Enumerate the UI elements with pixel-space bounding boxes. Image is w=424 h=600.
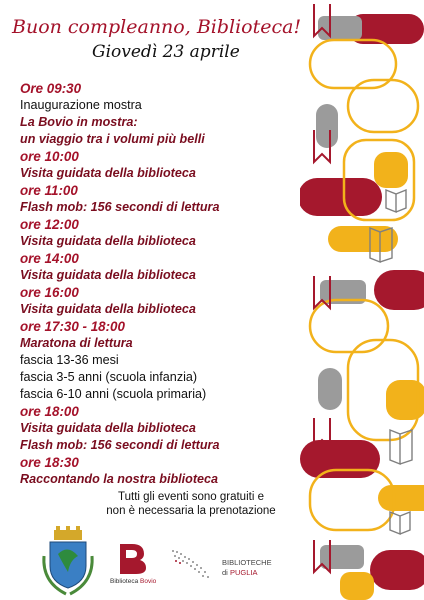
schedule-event-line: Visita guidata della biblioteca	[20, 421, 196, 435]
schedule-time-line: ore 10:00	[20, 149, 79, 164]
schedule-event-line: Raccontando la nostra biblioteca	[20, 472, 219, 486]
schedule-time-line: ore 14:00	[20, 251, 79, 266]
schedule-time-line: ore 16:00	[20, 285, 79, 300]
schedule-time-line: ore 17:30 - 18:00	[20, 319, 125, 334]
schedule-plain-line: fascia 3-5 anni (scuola infanzia)	[20, 370, 198, 384]
note-line-1: Tutti gli eventi sono gratuiti e	[118, 491, 264, 503]
biblioteca-bovio-label: Biblioteca Bovio	[110, 578, 157, 585]
schedule-time-line: ore 18:30	[20, 455, 79, 470]
schedule-event-line: Maratona di lettura	[20, 336, 133, 350]
logos-row	[0, 520, 300, 600]
biblioteche-puglia-logo: BIBLIOTECHE di PUGLIA	[222, 558, 272, 577]
poster-date: Giovedì 23 aprile	[92, 42, 240, 62]
decorative-books-pattern	[300, 0, 424, 600]
schedule-event-line: un viaggio tra i volumi più belli	[20, 132, 205, 146]
biblioteca-bovio-logo	[118, 540, 148, 576]
coat-of-arms-logo	[40, 526, 96, 598]
schedule-event-line: Visita guidata della biblioteca	[20, 268, 196, 282]
schedule-event-line: Visita guidata della biblioteca	[20, 302, 196, 316]
poster-title: Buon compleanno, Biblioteca!	[12, 16, 302, 38]
schedule-event-line: La Bovio in mostra:	[20, 115, 138, 129]
schedule-time-line: ore 11:00	[20, 183, 78, 198]
schedule-plain-line: fascia 6-10 anni (scuola primaria)	[20, 387, 207, 401]
schedule-event-line: Flash mob: 156 secondi di lettura	[20, 438, 220, 452]
schedule-event-line: Visita guidata della biblioteca	[20, 234, 196, 248]
schedule-time-line: Ore 09:30	[20, 81, 82, 96]
schedule-event-line: Visita guidata della biblioteca	[20, 166, 196, 180]
note-line-2: non è necessaria la prenotazione	[106, 505, 276, 517]
schedule-event-line: Flash mob: 156 secondi di lettura	[20, 200, 220, 214]
schedule-plain-line: Inaugurazione mostra	[20, 98, 142, 112]
schedule-list	[20, 80, 298, 488]
schedule-plain-line: fascia 13-36 mesi	[20, 353, 119, 367]
schedule-time-line: ore 18:00	[20, 404, 79, 419]
puglia-map-logo	[170, 548, 212, 582]
schedule-time-line: ore 12:00	[20, 217, 79, 232]
